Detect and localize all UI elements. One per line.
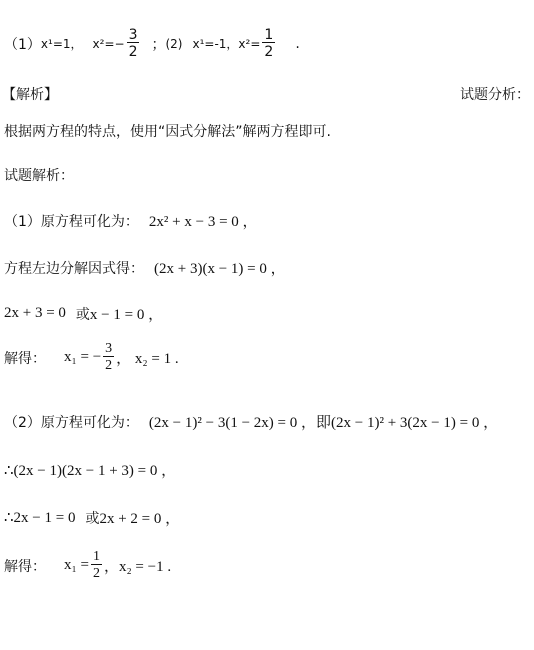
solution-label-line	[4, 165, 74, 185]
answer-end: .	[295, 35, 300, 52]
step-8-x1-num: 1	[92, 549, 100, 564]
step-8-x2: ，x₂ = −1 .	[103, 559, 172, 575]
analysis-header: 【解析】	[2, 87, 58, 103]
step-6	[4, 459, 176, 480]
answer-line	[4, 28, 300, 59]
step-8-x1-fraction	[91, 550, 102, 581]
step-4-label: 解得：	[4, 350, 46, 367]
analysis-header-row	[2, 84, 530, 104]
step-3	[4, 303, 163, 324]
step-2-label: 方程左边分解因式得：	[4, 260, 144, 277]
analysis-right-label: 试题分析：	[460, 87, 530, 103]
answer-part1-x2-num: 3	[128, 27, 138, 43]
step-7-or: 或	[85, 510, 100, 527]
answer-part1-x2-den: 2	[128, 44, 138, 60]
step-5-label: （2）原方程可化为：	[4, 414, 139, 431]
step-4-x1-lhs: x₁ = −	[64, 349, 102, 365]
step-5-equation-b: (2x − 1)² + 3(2x − 1) = 0 ，	[331, 415, 499, 431]
step-4	[4, 342, 179, 373]
step-3-equation-a: 2x + 3 = 0	[4, 305, 66, 321]
method-sentence: 根据两方程的特点，使用“因式分解法”解两方程即可.	[4, 124, 331, 140]
step-2-equation: (2x + 3)(x − 1) = 0 ，	[154, 261, 286, 277]
step-4-x1-den: 2	[105, 358, 113, 373]
step-1-label: （1）原方程可化为：	[4, 213, 139, 230]
solution-label: 试题解析：	[4, 168, 74, 184]
step-6-equation: ∴(2x − 1)(2x − 1 + 3) = 0 ，	[4, 463, 177, 479]
answer-part2-x1: x¹=-1，	[192, 37, 239, 51]
step-3-or: 或	[75, 306, 90, 323]
answer-part1-x2-lhs: x²=−	[92, 36, 125, 51]
answer-part2-x2-lhs: x²=	[238, 36, 261, 51]
answer-part2-x2-den: 2	[264, 44, 274, 60]
step-3-equation-b: x − 1 = 0 ，	[89, 307, 164, 323]
answer-part2-x2-fraction	[262, 28, 275, 59]
step-1	[4, 210, 258, 231]
answer-part1-x2-fraction	[127, 28, 140, 59]
answer-separator: ；	[151, 36, 166, 53]
answer-part2-label: (2)	[165, 36, 183, 51]
answer-part1-x1: x¹=1，	[40, 37, 83, 51]
step-4-x1-fraction	[103, 342, 114, 373]
answer-part2-x2-num: 1	[264, 27, 274, 43]
step-4-x1-num: 3	[105, 341, 113, 356]
answer-part1-label: （1）	[4, 36, 41, 53]
step-5-equation-a: (2x − 1)² − 3(1 − 2x) = 0 ，即	[148, 415, 331, 431]
step-8-x1-lhs: x₁ =	[64, 557, 89, 573]
step-7-equation-b: 2x + 2 = 0 ，	[99, 511, 181, 527]
step-8-label: 解得：	[4, 558, 46, 575]
method-text	[4, 121, 331, 141]
step-5	[4, 411, 498, 432]
step-1-equation: 2x² + x − 3 = 0 ，	[148, 214, 258, 230]
step-8	[4, 550, 171, 581]
step-2	[4, 257, 286, 278]
step-4-x2: ， x₂ = 1 .	[116, 351, 179, 367]
step-8-x1-den: 2	[92, 566, 100, 581]
step-7-equation-a: ∴2x − 1 = 0	[4, 510, 76, 526]
step-7	[4, 507, 180, 528]
